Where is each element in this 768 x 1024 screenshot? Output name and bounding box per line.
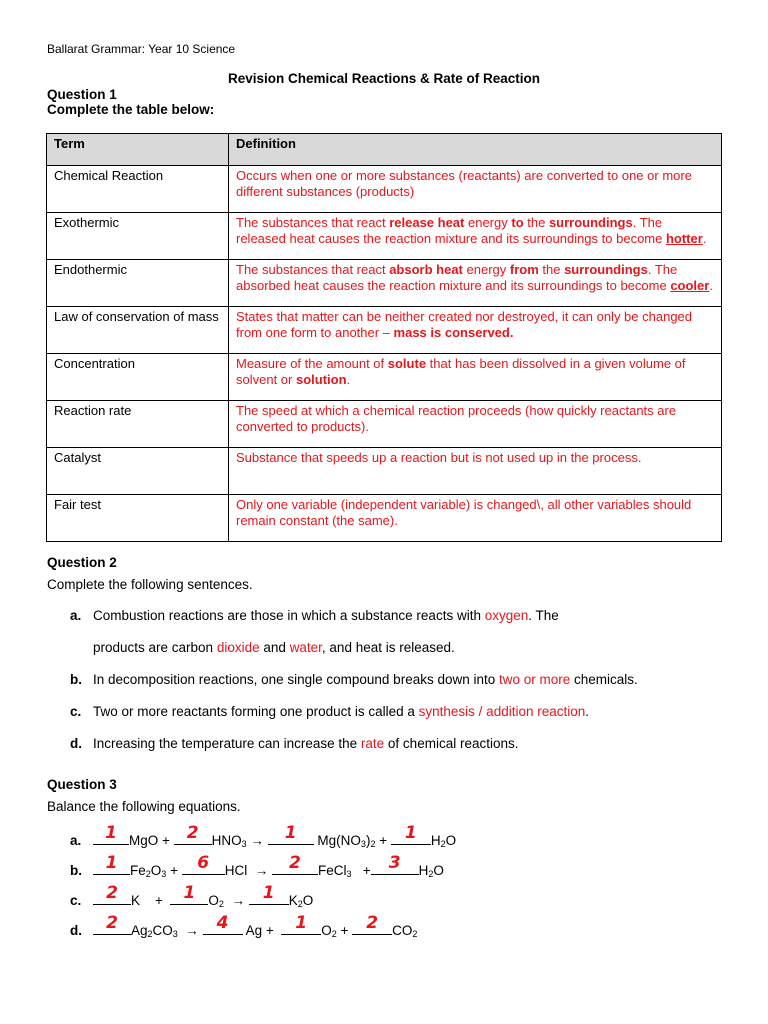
answer-water: water bbox=[289, 640, 322, 655]
coefficient-blank[interactable] bbox=[93, 823, 129, 845]
coefficient-blank[interactable] bbox=[93, 913, 131, 935]
coefficient-blank[interactable] bbox=[281, 913, 321, 935]
table-row bbox=[47, 401, 722, 448]
handwritten-coefficient: 2 bbox=[106, 883, 118, 903]
table-row bbox=[47, 166, 722, 213]
table-row bbox=[47, 448, 722, 495]
coefficient-blank[interactable] bbox=[249, 883, 289, 905]
coefficient-blank[interactable] bbox=[391, 823, 431, 845]
coefficient-blank[interactable] bbox=[268, 823, 314, 845]
handwritten-coefficient: 1 bbox=[404, 823, 417, 843]
sentence-text: Two or more reactants forming one product is called a bbox=[93, 704, 419, 719]
coefficient-blank[interactable] bbox=[93, 883, 131, 905]
handwritten-coefficient: 6 bbox=[197, 853, 210, 873]
item-label: a. bbox=[70, 608, 82, 623]
sentence-text: , and heat is released. bbox=[321, 640, 455, 655]
sentence-a-continued bbox=[70, 640, 455, 655]
table-row bbox=[47, 213, 722, 260]
coefficient-blank[interactable] bbox=[352, 913, 392, 935]
column-header-term: Term bbox=[47, 134, 229, 166]
question-2-heading: Question 2 bbox=[47, 555, 117, 570]
term-cell: Catalyst bbox=[47, 448, 229, 495]
handwritten-coefficient: 2 bbox=[106, 913, 118, 933]
question-3-instruction: Balance the following equations. bbox=[47, 799, 241, 814]
handwritten-coefficient: 3 bbox=[388, 853, 401, 873]
item-label: d. bbox=[70, 736, 82, 751]
handwritten-coefficient: 1 bbox=[284, 823, 297, 843]
item-label: b. bbox=[70, 863, 82, 878]
item-label: c. bbox=[70, 893, 82, 908]
definition-cell: The speed at which a chemical reaction proceeds (how quickly reactants are converted to products). bbox=[229, 401, 722, 448]
handwritten-coefficient: 1 bbox=[105, 823, 117, 843]
equation-c: c. 2 K + 1 $O_2$ → 1 $K_2O$ bbox=[70, 883, 314, 909]
term-cell: Chemical Reaction bbox=[47, 166, 229, 213]
table-row bbox=[47, 495, 722, 542]
table-row bbox=[47, 354, 722, 401]
answer-two-or-more: two or more bbox=[499, 672, 571, 687]
table-row bbox=[47, 260, 722, 307]
handwritten-coefficient: 1 bbox=[105, 853, 118, 873]
answer-synthesis: synthesis / addition reaction bbox=[418, 704, 586, 719]
term-cell: Reaction rate bbox=[47, 401, 229, 448]
term-cell: Endothermic bbox=[47, 260, 229, 307]
sentence-text: of chemical reactions. bbox=[384, 736, 519, 751]
sentence-text: Increasing the temperature can increase the bbox=[93, 736, 361, 751]
sentence-a bbox=[70, 608, 559, 623]
coefficient-blank[interactable] bbox=[174, 823, 212, 845]
item-label: b. bbox=[70, 672, 82, 687]
handwritten-coefficient: 2 bbox=[366, 913, 379, 933]
sentence-text: products are carbon bbox=[93, 640, 217, 655]
coefficient-blank[interactable] bbox=[371, 853, 419, 875]
coefficient-blank[interactable] bbox=[203, 913, 243, 935]
answer-rate: rate bbox=[360, 736, 385, 751]
equation-d: d. 2 $Ag_2CO_3$ → 4 Ag + 1 $O_2$ + 2 $CO_2$ bbox=[70, 913, 418, 939]
equation-b: b. 1 $Fe_2O_3$ + 6 HCl → 2 FeCl$_3$ + 3 $H_2O$ bbox=[70, 853, 444, 879]
sentence-d bbox=[70, 736, 518, 751]
question-3-heading: Question 3 bbox=[47, 777, 117, 792]
definition-cell: The substances that react absorb heat energy from the surroundings. The absorbed heat causes the reaction mixture and its surroundings to become cooler. bbox=[229, 260, 722, 307]
sentence-text: . The bbox=[528, 608, 559, 623]
sentence-text: and bbox=[259, 640, 290, 655]
definitions-table bbox=[46, 133, 722, 542]
sentence-text: Combustion reactions are those in which a substance reacts with bbox=[93, 608, 485, 623]
item-label: a. bbox=[70, 833, 82, 848]
coefficient-blank[interactable] bbox=[93, 853, 130, 875]
term-cell: Fair test bbox=[47, 495, 229, 542]
handwritten-coefficient: 2 bbox=[186, 823, 199, 843]
sentence-c bbox=[70, 704, 589, 719]
coefficient-blank[interactable] bbox=[182, 853, 225, 875]
column-header-definition: Definition bbox=[229, 134, 722, 166]
document-header: Ballarat Grammar: Year 10 Science bbox=[47, 42, 236, 56]
definition-cell: Occurs when one or more substances (reactants) are converted to one or more different substances (products) bbox=[229, 166, 722, 213]
definition-cell: Only one variable (independent variable) is changed\, all other variables should remain constant (the same). bbox=[229, 495, 722, 542]
definition-cell: The substances that react release heat energy to the surroundings. The released heat causes the reaction mixture and its surroundings to become hotter. bbox=[229, 213, 722, 260]
table-row bbox=[47, 307, 722, 354]
equation-a: a. 1 MgO + 2 $HNO_3$ → 1 $Mg(NO_3)_2$ + 1 $H_2O$ bbox=[70, 823, 457, 849]
handwritten-coefficient: 1 bbox=[183, 883, 196, 903]
handwritten-coefficient: 1 bbox=[262, 883, 275, 903]
term-cell: Exothermic bbox=[47, 213, 229, 260]
question-1-heading: Question 1 bbox=[47, 87, 117, 102]
definition-cell: Measure of the amount of solute that has been dissolved in a given volume of solvent or solution. bbox=[229, 354, 722, 401]
sentence-text: chemicals. bbox=[570, 672, 638, 687]
handwritten-coefficient: 2 bbox=[289, 853, 301, 873]
item-label: c. bbox=[70, 704, 82, 719]
sentence-text: In decomposition reactions, one single compound breaks down into bbox=[93, 672, 499, 687]
page-title: Revision Chemical Reactions & Rate of Reaction bbox=[227, 71, 541, 86]
sentence-b bbox=[70, 672, 638, 687]
handwritten-coefficient: 1 bbox=[295, 913, 308, 933]
question-1-instruction: Complete the table below: bbox=[47, 102, 215, 117]
definition-cell: Substance that speeds up a reaction but is not used up in the process. bbox=[229, 448, 722, 495]
handwritten-coefficient: 4 bbox=[216, 913, 229, 933]
answer-oxygen: oxygen bbox=[484, 608, 529, 623]
answer-dioxide: dioxide bbox=[216, 640, 260, 655]
table-header-row bbox=[47, 134, 722, 166]
term-cell: Law of conservation of mass bbox=[47, 307, 229, 354]
question-2-instruction: Complete the following sentences. bbox=[47, 577, 253, 592]
definition-cell: States that matter can be neither created nor destroyed, it can only be changed from one form to another – mass is conserved. bbox=[229, 307, 722, 354]
term-cell: Concentration bbox=[47, 354, 229, 401]
item-label: d. bbox=[70, 923, 82, 938]
sentence-text: . bbox=[585, 704, 590, 719]
coefficient-blank[interactable] bbox=[272, 853, 318, 875]
coefficient-blank[interactable] bbox=[170, 883, 208, 905]
